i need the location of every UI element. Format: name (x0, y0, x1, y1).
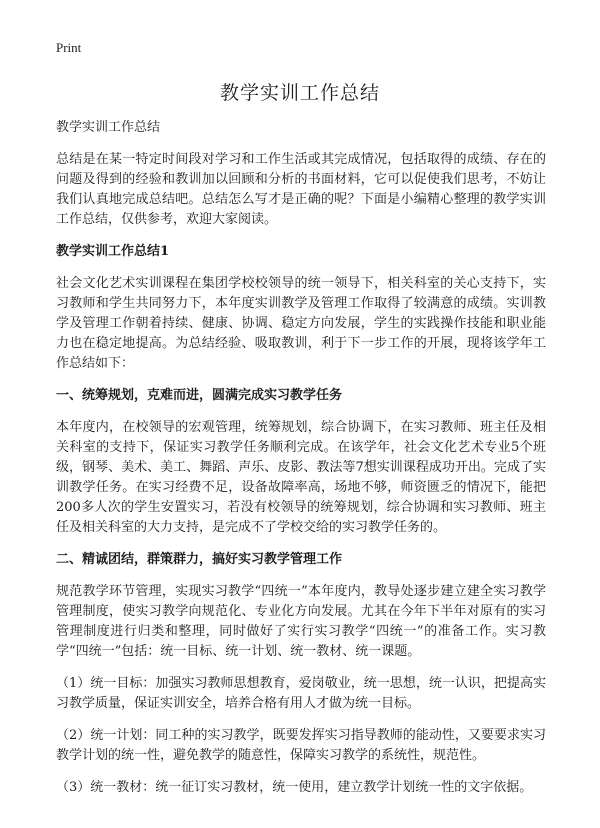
intro-paragraph: 总结是在某一特定时间段对学习和工作生活或其完成情况，包括取得的成绩、存在的问题及得到的经验和教训加以回顾和分析的书面材料，它可以促使我们思考，不妨让我们认真地完成总结吧。总结怎么写才是正确的呢？下面是小编精心整理的教学实训工作总结，仅供参考，欢迎大家阅读。 (56, 152, 546, 227)
part2-heading: 二、精诚团结，群策群力，搞好实习教学管理工作 (56, 552, 343, 567)
document-body (56, 118, 546, 810)
print-link[interactable]: Print (56, 40, 82, 55)
list-item-goal: （1）统一目标：加强实习教师思想教育，爱岗敬业，统一思想，统一认识，把提高实习教学质量，保证实训安全，培养合格有用人才做为统一目标。 (56, 676, 546, 711)
section1-heading: 教学实训工作总结1 (56, 244, 170, 259)
part1-paragraph: 本年度内，在校领导的宏观管理，统筹规划，综合协调下，在实习教师、班主任及相关科室的支持下，保证实习教学任务顺利完成。在该学年，社会文化艺术专业5个班级，钢琴、美术、美工、舞蹈、声乐、皮影、教法等7想实训课程成功开出。完成了实训教学任务。在实习经费不足，设备故障率高，场地不够，师资匮乏的情况下，能把200多人次的学生安置实习，若没有校领导的统筹规划，综合协调和实习教师、班主任及相关科室的大力支持，是完成不了学校交给的实习教学任务的。 (56, 420, 546, 535)
part2-paragraph: 规范教学环节管理，实现实习教学“四统一”本年度内，教导处逐步建立建全实习教学管理制度，使实习教学向规范化、专业化方向发展。尤其在今年下半年对原有的实习管理制度进行归类和整理，同时做好了实行实习教学“四统一”的准备工作。实习教学“四统一”包括：统一目标、统一计划、统一教材、统一课题。 (56, 584, 546, 659)
list-item-plan: （2）统一计划：同工种的实习教学，既要发挥实习指导教师的能动性，又要要求实习教学计划的统一性，避免教学的随意性，保障实习教学的系统性，规范性。 (56, 728, 546, 763)
document-subtitle: 教学实训工作总结 (56, 120, 161, 135)
section1-paragraph: 社会文化艺术实训课程在集团学校校领导的统一领导下，相关科室的关心支持下，实习教师和学生共同努力下，本年度实训教学及管理工作取得了较满意的成绩。实训教学及管理工作朝着持续、健康、协调、稳定方向发展，学生的实践操作技能和职业能力也在稳定地提高。为总结经验、吸取教训，利于下一步工作的开展，现将该学年工作总结如下： (56, 276, 546, 371)
document-title: 教学实训工作总结 (219, 82, 380, 104)
list-item-materials: （3）统一教材：统一征订实习教材，统一使用，建立教学计划统一性的文字依据。 (56, 780, 533, 795)
part1-heading: 一、统筹规划，克难而进，圆满完成实习教学任务 (56, 388, 343, 403)
